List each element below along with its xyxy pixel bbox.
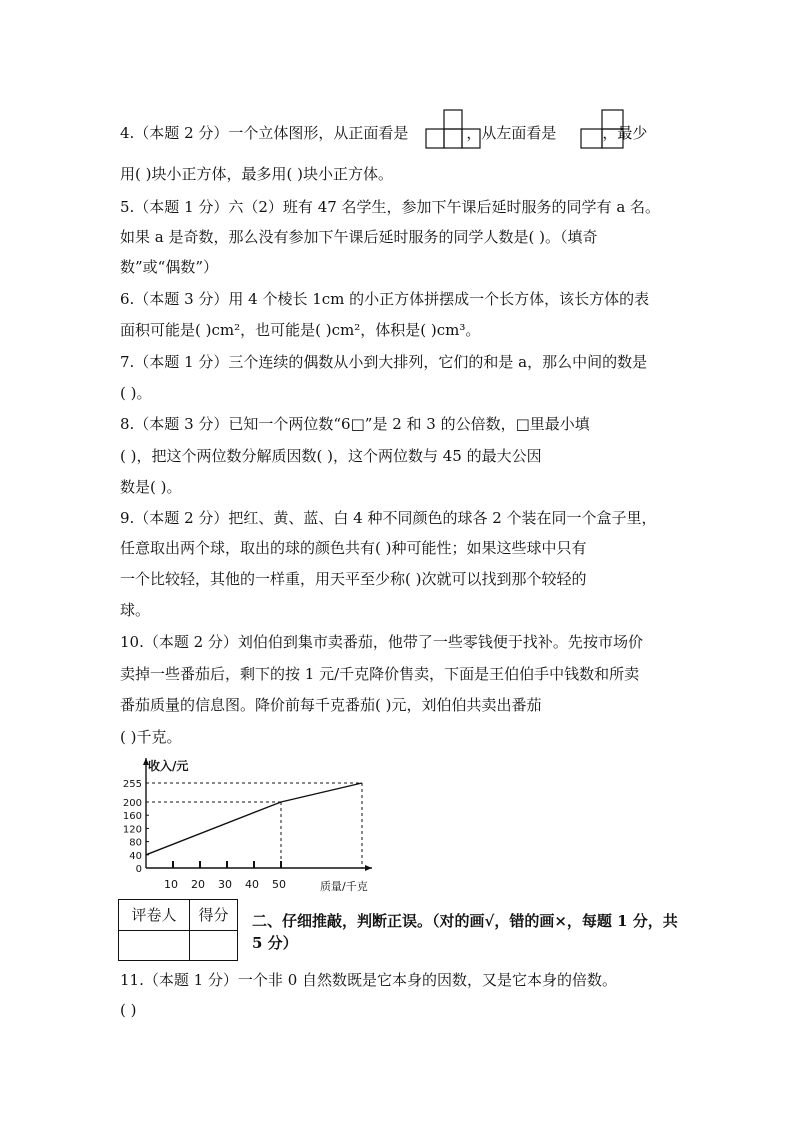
x-tick-label: 20 <box>191 878 205 891</box>
q9-line2: 任意取出两个球，取出的球的颜色共有( )种可能性；如果这些球中只有 <box>120 539 587 557</box>
section-2-title: 二、仔细推敲，判断正误。（对的画√，错的画×，每题 1 分，共 5 分） <box>252 912 678 952</box>
q5-line2: 如果 a 是奇数，那么没有参加下午课后延时服务的同学人数是( )。（填奇 <box>120 228 598 246</box>
front-view-figure <box>425 109 485 151</box>
q4-line1 <box>120 118 647 143</box>
q10-line2: 卖掉一些番茄后，剩下的按 1 元/千克降价售卖，下面是王伯伯手中钱数和所卖 <box>120 665 640 683</box>
q6-line1: 6.（本题 3 分）用 4 个棱长 1cm 的小正方体拼摆成一个长方体，该长方体的表 <box>120 290 650 308</box>
q5-line3: 数”或“偶数”） <box>120 258 219 276</box>
q6-line2: 面积可能是( )cm²，也可能是( )cm²，体积是( )cm³。 <box>120 321 481 339</box>
q8-line1: 8.（本题 3 分）已知一个两位数“6□”是 2 和 3 的公倍数，□里最小填 <box>120 415 590 433</box>
x-axis-arrow <box>365 865 372 871</box>
x-axis-label: 质量/千克 <box>320 880 368 893</box>
grader-cell <box>119 930 190 961</box>
y-tick-label: 40 <box>129 850 142 862</box>
q10-line4: ( )千克。 <box>120 728 182 746</box>
y-tick-label: 255 <box>122 779 142 790</box>
q11-line1: 11.（本题 1 分）一个非 0 自然数既是它本身的因数，又是它本身的倍数。 <box>120 971 618 989</box>
q4-text-c: ，最少 <box>602 124 648 142</box>
y-tick-label: 0 <box>135 864 142 875</box>
q10-line3: 番茄质量的信息图。降价前每千克番茄( )元，刘伯伯共卖出番茄 <box>120 696 542 714</box>
q9-line3: 一个比较轻，其他的一样重，用天平至少称( )次就可以找到那个较轻的 <box>120 570 587 588</box>
q4-line2: 用( )块小正方体，最多用( )块小正方体。 <box>120 165 393 183</box>
x-tick-label: 10 <box>164 878 178 891</box>
grader-label: 评卷人 <box>119 900 190 931</box>
y-tick-label: 200 <box>122 798 142 809</box>
q7-line2: ( )。 <box>120 384 152 402</box>
q9-line4: 球。 <box>120 601 151 619</box>
q8-line2: ( )，把这个两位数分解质因数( )，这个两位数与 45 的最大公因 <box>120 447 542 465</box>
series-line <box>146 783 362 855</box>
grader-table <box>118 899 238 961</box>
left-view-figure <box>580 109 626 151</box>
x-tick-label: 30 <box>218 878 232 891</box>
q11-line2: ( ) <box>120 1001 137 1019</box>
income-weight-chart <box>110 752 390 894</box>
q4-text-a: 4.（本题 2 分）一个立体图形，从正面看是 <box>120 124 409 142</box>
q10-line1: 10.（本题 2 分）刘伯伯到集市卖番茄，他带了一些零钱便于找补。先按市场价 <box>120 633 643 651</box>
q5-line1: 5.（本题 1 分）六（2）班有 47 名学生，参加下午课后延时服务的同学有 a 名。 <box>120 198 661 216</box>
q4-text-b: ，从左面看是 <box>466 124 557 142</box>
score-label: 得分 <box>190 900 238 931</box>
q8-line3: 数是( )。 <box>120 478 182 496</box>
y-tick-label: 160 <box>122 811 142 823</box>
q7-line1: 7.（本题 1 分）三个连续的偶数从小到大排列，它们的和是 a，那么中间的数是 <box>120 353 648 371</box>
y-tick-label: 80 <box>129 837 142 849</box>
x-tick-label: 50 <box>272 878 286 891</box>
y-axis-label: 收入/元 <box>148 759 189 773</box>
q9-line1: 9.（本题 2 分）把红、黄、蓝、白 4 种不同颜色的球各 2 个装在同一个盒子里， <box>120 509 657 527</box>
x-tick-label: 40 <box>245 878 259 891</box>
score-cell <box>190 930 238 961</box>
y-tick-label: 120 <box>122 824 142 836</box>
